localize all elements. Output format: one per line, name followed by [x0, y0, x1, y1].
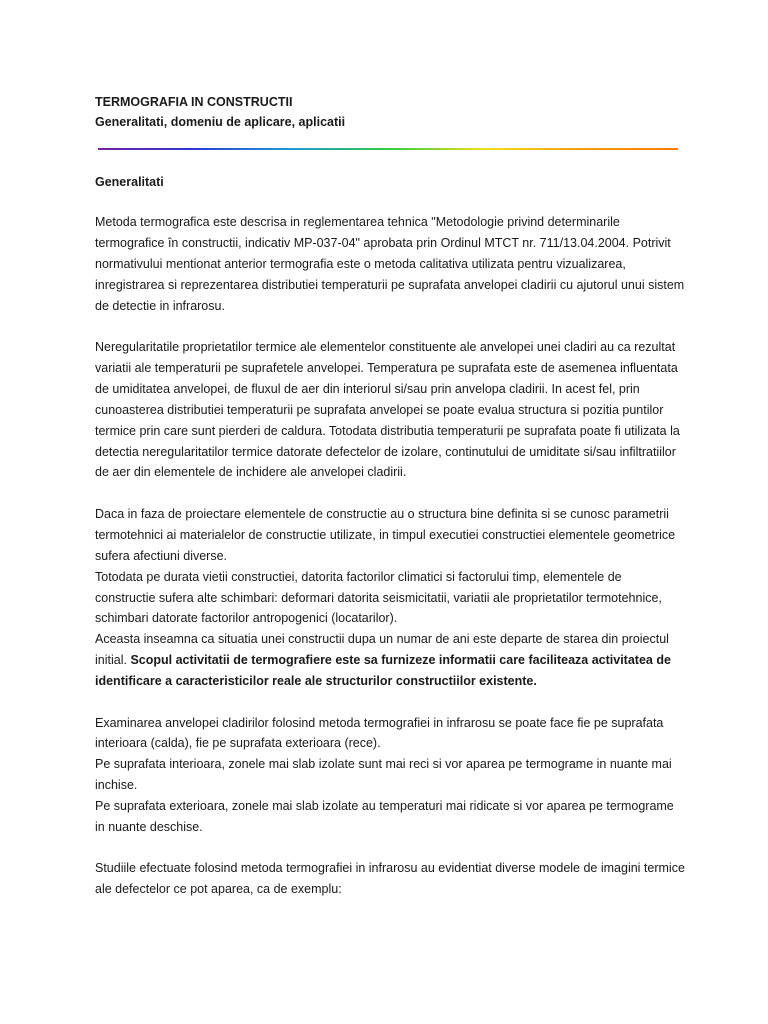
- spacer: [95, 317, 685, 338]
- rainbow-divider: [98, 148, 678, 150]
- document-subtitle: Generalitati, domeniu de aplicare, aplicatii: [95, 115, 346, 129]
- paragraph-3c: [95, 629, 685, 692]
- paragraph-1: Metoda termografica este descrisa in reglementarea tehnica "Metodologie privind determinarile termografice în constructii, indicativ MP-037-04" aprobata prin Ordinul MTCT nr. 711/13.04.2004. Potrivit normativului mentionat anterior termografia este o metoda calitativa utilizata pentru vizualizarea, inregistrarea si reprezentarea distributiei temperaturii pe suprafata anvelopei cladirii cu ajutorul unui sistem de detectie in infrarosu.: [95, 215, 685, 313]
- paragraph-3b: Totodata pe durata vietii constructiei, datorita factorilor climatici si factorului timp, elementele de constructie sufera alte schimbari: deformari datorita seismicitatii, variatii ale proprietatilor termotehnice, schimbari datorate factorilor antropogenici (locatarilor).: [95, 569, 662, 626]
- spacer: [95, 192, 685, 212]
- paragraph-4b: Pe suprafata interioara, zonele mai slab izolate sunt mai reci si vor aparea pe termograme in nuante mai inchise.: [95, 757, 672, 793]
- document-title: TERMOGRAFIA IN CONSTRUCTII: [95, 95, 293, 109]
- paragraph-5: Studiile efectuate folosind metoda termografiei in infrarosu au evidentiat diverse modele de imagini termice ale defectelor ce pot aparea, ca de exemplu:: [95, 861, 685, 897]
- spacer: [95, 838, 685, 859]
- paragraph-3c-text: Aceasta inseamna ca situatia unei constructii dupa un numar de ani este departe de starea din proiectul initial.: [95, 632, 669, 668]
- paragraph-3c-emphasis: Scopul activitatii de termografiere este sa furnizeze informatii care faciliteaza activitatea de identificare a caracteristicilor reale ale structurilor constructiilor existente.: [95, 653, 671, 689]
- spacer: [95, 692, 685, 713]
- document-page: [95, 92, 685, 900]
- paragraph-4a: Examinarea anvelopei cladirilor folosind metoda termografiei in infrarosu se poate face fie pe suprafata interioara (calda), fie pe suprafata exterioara (rece).: [95, 715, 664, 751]
- paragraph-2: Neregularitatile proprietatilor termice ale elementelor constituente ale anvelopei unei cladiri au ca rezultat variatii ale temperaturii pe suprafetele anvelopei. Temperatura pe suprafata este de asemenea influentata de umiditatea anvelopei, de fluxul de aer din interiorul si/sau prin anvelopa cladirii. In acest fel, prin cunoasterea distributiei temperaturii pe suprafata anvelopei se poate evalua structura si pozitia puntilor termice prin care sunt pierderi de caldura. Totodata distributia temperaturii pe suprafata poate fi utilizata la detectia neregularitatilor termice datorate defectelor de izolare, continutului de umiditate si/sau infiltratiilor de aer din elementele de inchidere ale anvelopei cladirii.: [95, 340, 680, 480]
- section-heading: Generalitati: [95, 175, 164, 189]
- paragraph-3a: Daca in faza de proiectare elementele de constructie au o structura bine definita si se cunosc parametrii termotehnici ai materialelor de constructie utilizate, in timpul executiei constructiei elementele geometrice sufera afectiuni diverse.: [95, 506, 676, 563]
- paragraph-4c: Pe suprafata exterioara, zonele mai slab izolate au temperaturi mai ridicate si vor aparea pe termograme in nuante deschise.: [95, 799, 674, 835]
- spacer: [95, 483, 685, 504]
